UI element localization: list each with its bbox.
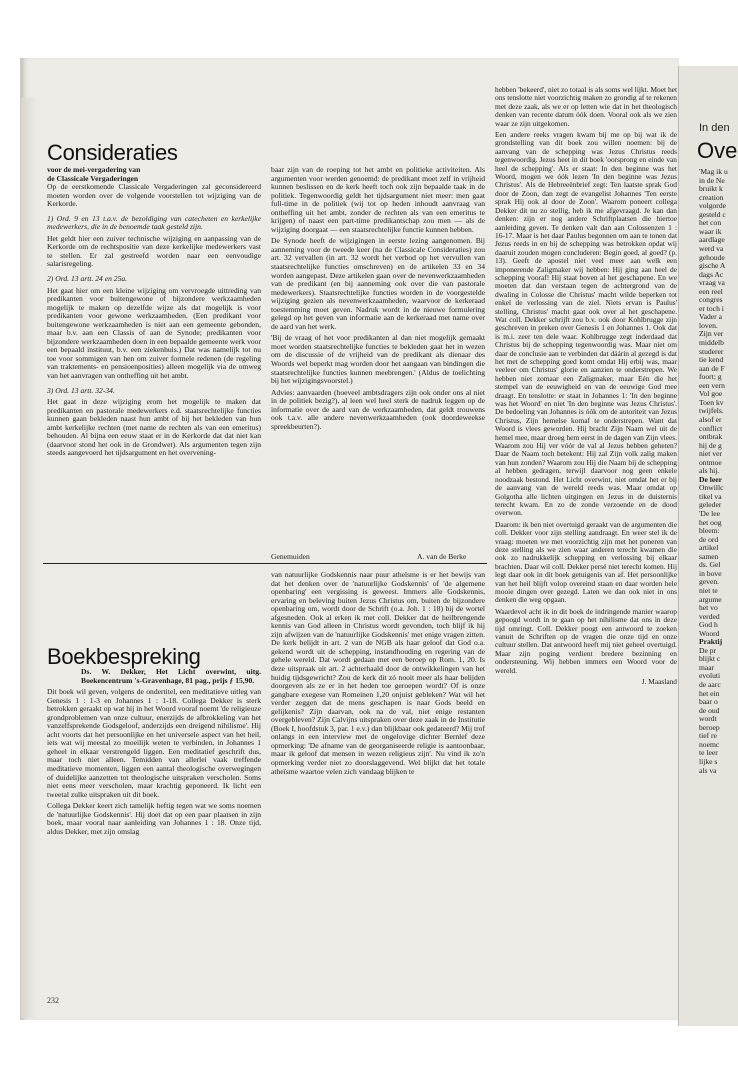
next-page-line-fragment: wordt bbox=[699, 714, 717, 724]
next-page-line-fragment: Onwillc bbox=[699, 483, 724, 493]
next-page-line-fragment: geleder bbox=[699, 500, 722, 510]
page-number: 232 bbox=[47, 996, 59, 1005]
next-page-line-fragment: noemc bbox=[699, 739, 720, 749]
col2-paragraph-2: De Synode heeft de wijzigingen in eerste lezing aangenomen. Bij aanneming voor de tweede keer (na de Classicale Consideraties) zou art. 32 vervallen (in art. 32 wordt het verbod op het vervullen van staatsrechtelijke functies omschreven) en de artikelen 33 en 34 worden aangepast. Deze artikelen gaan over de nevenwerkzaamheden van de predikant (en bij aanneming ook over die van pastorale medewerkers). Staatsrechtelijke functies worden in de voorgestelde wijziging gezien als nevenwerkzaamheden, waarvoor de kerkeraad toestemming moet geven. Nadruk wordt in de nieuwe formulering gelegd op het geven van informatie aan de kerkeraad met name over de aard van het werk. bbox=[271, 236, 485, 331]
next-page-line-fragment: in de Ne bbox=[699, 175, 725, 185]
next-page-line-fragment: de ord bbox=[699, 534, 719, 544]
next-page-line-fragment: baar o bbox=[699, 697, 718, 707]
next-page-line-fragment: De pr bbox=[699, 645, 717, 655]
next-page-running-head: In den bbox=[699, 122, 730, 134]
book-details: Ds. W. Dekker, Het Licht overwint, uitg. Boekencentrum 's-Gravenhage, 81 pag., prijs ƒ 15,90. bbox=[81, 667, 261, 685]
next-page-line-fragment: niet te bbox=[699, 585, 718, 595]
next-page-line-fragment: gehoude bbox=[699, 252, 725, 262]
next-page-line-fragment: vraag va bbox=[699, 278, 725, 288]
next-page-line-fragment: loven. bbox=[699, 320, 718, 330]
next-page-line-fragment: samen bbox=[699, 551, 719, 561]
next-page-line-fragment: twijfels. bbox=[699, 406, 724, 416]
next-page-line-fragment: verded bbox=[699, 611, 720, 621]
col2-paragraph-3: 'Bij de vraag of het voor predikanten al dan niet mogelijk gemaakt moet worden staatsrechtelijke functies te bekleden gaat het in wezen om de discussie of de vrijheid van de predikant als dienaar des Woords wel beperkt mag worden door het aangaan van bindingen die staatsrechtelijke functies kunnen meebrengen.' (Aldus de toelichting bij het wijzigingsvoorstel.) bbox=[271, 333, 485, 386]
section-divider bbox=[43, 563, 487, 564]
next-page-line-fragment: volgorde bbox=[699, 201, 726, 211]
next-page-line-fragment: blijkt c bbox=[699, 654, 721, 664]
review-signature: J. Maasland bbox=[641, 677, 677, 687]
next-page-line-fragment: lijke s bbox=[699, 756, 718, 766]
next-page-line-fragment: Praktij bbox=[699, 637, 723, 647]
next-page-line-fragment: middelb bbox=[699, 338, 724, 347]
next-page-line-fragment: maar bbox=[699, 662, 715, 672]
considerations-subtitle-2: de Classicale Vergaderingen bbox=[47, 173, 139, 183]
item-3-text: Het gaat in deze wijziging erom het mogelijk te maken dat predikanten en pastorale medewerkers e.d. staatsrechtelijke functies kunnen gaan bekleden naast hun ambt of bij het bekleden van hun ambt kerkelijke rechten (met name de rechten als van een emeritus) behouden. Al bijna een eeuw staat er in de Kerkorde dat dat niet kan (daarvoor stond het ook in de Grondwet). Als argumenten tegen zijn steeds aangevoerd het tijdsargument en het overvening- bbox=[47, 397, 261, 458]
next-page-line-fragment: ontmoe bbox=[699, 457, 722, 467]
magazine-page bbox=[20, 58, 679, 1020]
item-1-heading: 1) Ord. 9 en 13 t.a.v. de bezoldiging van catecheten en kerkelijke medewerkers, die in de benoemde taak gesteld zijn. bbox=[47, 213, 261, 232]
next-page-line-fragment: aardlage bbox=[699, 235, 725, 245]
next-page-line-fragment: als va bbox=[699, 765, 717, 775]
next-page-line-fragment: argume bbox=[699, 594, 722, 604]
next-page-line-fragment: conflict bbox=[699, 423, 723, 433]
next-page-line-fragment: Woord bbox=[699, 628, 720, 638]
next-page-line-fragment: niet ver bbox=[699, 449, 722, 459]
next-page-line-fragment: tikel va bbox=[699, 491, 722, 501]
col3-paragraph-1: hebben 'bekeerd', niet zo totaal is als soms wel lijkt. Moet het ons tenslotte niet voorzichtig maken zo grondig af te rekenen met deze zaak, als we er op letten wie dat in het theologisch denken van recente datum óók doen. Vooral ook als we zien waar ze zijn uitgekomen. bbox=[495, 85, 677, 128]
page-gutter-shadow bbox=[21, 98, 37, 1018]
next-page-line-fragment: tie kend bbox=[699, 355, 724, 365]
next-page-line-fragment: gische A bbox=[699, 261, 726, 271]
considerations-intro: Op de eerstkomende Classicale Vergaderingen zal geconsidereerd moeten worden over de volgende voorstellen tot wijziging van de Kerkorde. bbox=[47, 182, 261, 209]
next-page-line-fragment: bruikt k bbox=[699, 184, 723, 194]
next-page-line-fragment: evoluti bbox=[699, 671, 721, 681]
next-page-line-fragment: alsof er bbox=[699, 414, 722, 424]
review-paragraph-2: Collega Dekker keert zich tamelijk heftig tegen wat we soms noemen de 'natuurlijke Godskennis'. Hij doet dat op een paar plaatsen in zijn boek, maar vooral naar aanleiding van Johannes 1 : 18. Onze tijd, aldus Dekker, met zijn omslag bbox=[47, 801, 261, 836]
item-2-text: Het gaat hier om een kleine wijziging om vervroegde uittreding van predikanten voor buitengewone of bijzondere werkzaamheden mogelijk te maken op dezelfde wijze als dat mogelijk is voor predikanten voor gewone werkzaamheden. (Een predikant voor buitengewone werkzaamheden is niet aan een gemeente gebonden, maar b.v. aan een Classis of aan de Synode; predikanten voor bijzondere werkzaamheden doen in een bepaalde gemeente werk voor een bepaald instituut, b.v. een ziekenhuis.) Dat was namelijk tot nu toe voor sommigen van hen om zuiver formele redenen (de regeling van traktements- en pensioenposities) alleen mogelijk via de omweg van het aanvragen van ontheffing uit het ambt. bbox=[47, 285, 261, 381]
next-page-line-fragment: 'Mag ik u bbox=[699, 167, 728, 176]
next-page-line-fragment: Zijn ver bbox=[699, 329, 724, 339]
considerations-column-1 bbox=[47, 166, 261, 461]
next-page-line-fragment: hij de g bbox=[699, 440, 722, 450]
review-title: Boekbespreking bbox=[47, 644, 201, 669]
next-page-line-fragment: Vader a bbox=[699, 312, 722, 322]
next-page-line-fragment: het vo bbox=[699, 603, 718, 613]
next-page-line-fragment: Toen kv bbox=[699, 397, 724, 407]
col3-paragraph-2: Een andere reeks vragen kwam bij me op bij wat ik de grondstelling van dit boek zou willen noemen: bij de aanvang van de schepping was Jezus Christus reeds tegenwoordig. Jezus heet in dit boek 'oorsprong en einde van heel de schepping'. Als er staat: In den beginne was het Woord, mogen we óók lezen 'In den beginne was Jezus Christus'. Als de Hebreeënbrief zegt: Ten laatste sprak God door de Zoon, dan zegt de evangelist Johannes 'Ten eerste sprak Hij ook al door de Zoon'. Waarom poneert collega Dekker dit nu zo stellig, heb ik me afgevraagd. Je kan dan denken: zijn er nog andere Schriftplaatsen die hiertoe aanleiding geven. Te denken valt dan aan Colossenzen 1 : 16-17. Maar is het daar Paulus begonnen om aan te tonen dat Jezus reeds in en bij de schepping was betrokken opdat wij daaruit zouden mogen concluderen: Begin goed, al goed? (p. 13). Geeft de apostel niet veel meer aan welk een imponerende Zaligmaker wij hebben: Hij ging aan heel de schepping vooraf! Hij staat boven al het geschapene. En we moeten dat dan verstaan tegen de achtergrond van de dwaling in Colosse die Christus' macht wilde beperken tot enkel de verlossing van de ziel. Niets ervan is Paulus' stelling, Christus' macht gaat ook over al het geschapene. Wat coll. Dekker schrijft zou b.v. ook door Kohlbrugge zijn geschreven in preken over Genesis 1 en Johannes 1. Ook dat is m.i. zeer ten dele waar. Kohlbrugge zegt inderdaad dat Christus bij de schepping tegenwoordig was. Maar niet om daar de conclusie aan te verbinden dat dáárin al gezegd is dat het met de schepping goed komt omdat Hij erbij was, maar veeleer om Christus' glorie en aanzien te onderstrepen. We hebben niet zomaar een Zaligmaker, maar Eén die het stempel van de eeuwigheid en van de eeuwige God mee draagt. En tenslotte: er staat in Johannes 1: 'In den beginne was het Woord' en niet 'In den beginne was Jezus Christus'. De bedoeling van Johannes is óók om de autoriteit van Jezus Christus, Zijn hemelse komaf te onderstrepen. Want dat Woord is vlees geworden. Hij bracht Zijn Naam wel uit de hemel mee, maar droeg hem eerst in de dagen van Zijn vlees. Waarom zou Hij ver vóór de val al Jezus hebben geheten? Daar de Naam toch betekent: Hij zal Zijn volk zalig maken van hun zonden? Waarom zou Hij die Naam bij de schepping al hebben gedragen, terwijl daarvoor nog geen enkele noodzaak bestond. Het Licht overwint, niet omdat het er bij de aanvang van de wereld reeds was. Maar omdat op Golgotha alle lichten uitgingen en Jezus in de duisternis terecht kwam. En zo de zonde verzoende en de dood overwon. bbox=[495, 130, 677, 518]
next-page-line-fragment: ontbrak bbox=[699, 432, 723, 442]
considerations-subtitle-1: voor de mei-vergadering van bbox=[47, 165, 141, 174]
col2-paragraph-1: baar zijn van de roeping tot het ambt en politieke activiteiten. Als argumenten voor werden genoemd: de predikant moet zelf in vrijheid kunnen beslissen en de kerk heeft toch ook zijn bepaalde taak in de politiek. Tegenwoordig geldt het tijdsargument niet meer: men gaat full-time in de politiek (wij tot op heden inhoudt aanvraag van ontheffing uit het ambt, zonder de rechten als van een emeritus te krijgen) of naast een part-time predikantschap zou men — als de wijziging doorgaat — een staatsrechtelijke functie kunnen hebben. bbox=[271, 165, 485, 234]
next-page-line-fragment: gesteld c bbox=[699, 209, 726, 219]
review-column-1 bbox=[47, 668, 261, 839]
next-page-line-fragment: het oog bbox=[699, 517, 722, 527]
review-column-3 bbox=[495, 86, 677, 686]
next-page-line-fragment: beroep bbox=[699, 722, 720, 732]
next-page-line-fragment: werd va bbox=[699, 243, 724, 253]
next-page-line-fragment: de aarc bbox=[699, 680, 721, 689]
next-page-title-fragment: Ove bbox=[697, 138, 738, 163]
next-page-line-fragment: bleem: bbox=[699, 526, 720, 536]
next-page-line-fragment: dags Ac bbox=[699, 269, 724, 279]
next-page-line-fragment: Vol goe bbox=[699, 389, 723, 399]
next-page-line-fragment: de oud bbox=[699, 705, 720, 715]
next-page-line-fragment: geven. bbox=[699, 577, 720, 587]
item-2-heading: 2) Ord. 13 artt. 24 en 25a. bbox=[47, 274, 128, 284]
sign-name: A. van de Berke bbox=[417, 552, 467, 561]
considerations-column-2 bbox=[271, 166, 485, 434]
next-page-line-fragment: aan de F bbox=[699, 363, 725, 373]
col3-paragraph-4: Waardevol acht ik in dit boek de indringende manier waarop gepoogd wordt in te gaan op het nihilisme dat ons in deze tijd omringt. Coll. Dekker poogt een antwoord te zoeken vanuit de Schriften op de vragen die onze tijd en onze cultuur stellen. Dat antwoord heeft mij niet geheel overtuigd. Maar zijn poging verdient bredere bezinning en ondersteuning. Wij hebben immers een Woord voor de wereld. bbox=[495, 606, 677, 675]
next-page-line-fragment: in bove bbox=[699, 568, 722, 578]
next-page-line-fragment: als hij. bbox=[699, 466, 720, 476]
review-paragraph-3: van natuurlijke Godskennis naar puur atheïsme is er het bewijs van dat het denken over de 'natuurlijke Godskennis' of 'de algemene openbaring' een vergissing is geweest. Immers alle Godskennis, ervaring en beleving buiten Jezus Christus om, buiten de bijzondere openbaring om, wordt door de Schrift (o.a. Joh. 1 : 18) bij de wortel afgesneden. Ook al erken ik met coll. Dekker dat de heilbrengende kennis van God alleen in Christus wordt gevonden, toch blijf ik hij zijn afwijzen van de 'natuurlijke Godskennis' met enige vragen zitten. De kerk belijdt in art. 2 van de NGB als haar geloof dat God o.a. gekend wordt uit de schepping, instandhouding en regering van de gehele wereld. Dat wordt gedaan met een beroep op Rom. 1, 20. Is deze uitspraak uit art. 2 achterhaald door de ontwikkelingen van het huidig tijdsgewricht? Zou de kerk dit zó nooit meer als haar belijden doorgeven als ze er in het heden toe geroepen wordt? Of is onze gangbare exegese van Romeinen 1,20 onjuist gebleken? Wat wil het verder zeggen dat de mens geschapen is naar Gods beeld en gelijkenis? Zijn daarvan, ook na de val, niet enige restanten overgebleven? Zijn Calvijns uitspraken over deze zaak in de Institutie (Boek I, hoofdstuk 3, par. 1 e.v.) dan blijkbaar ook gedateerd? Mij trof onlangs in een interview met de ongelovige dichter Bernlef deze opmerking: 'De afname van de georganiseerde religie is aantoonbaar, maar ik geloof dat mensen in wezen religieus zijn'. Nu vind ik zo'n opmerking verder niet zo doorslaggevend. Wel blijkt dat het totale atheïsme waartoe velen zich vandaag blijken te bbox=[271, 570, 485, 776]
next-page-line-fragment: er toch i bbox=[699, 303, 724, 313]
next-page-line-fragment: het con bbox=[699, 218, 722, 228]
item-1-text: Het geldt hier een zuiver technische wijziging en aanpassing van de Kerkorde om de rechtspositie van deze kerkelijke medewerkers vast te stellen. Er zal gestreefd worden naar een eenvoudige salarisregeling. bbox=[47, 233, 261, 269]
next-page-line-fragment: waar ik bbox=[699, 226, 722, 236]
next-page-line-fragment: God h bbox=[699, 620, 718, 630]
col3-paragraph-3: Daarom: ik ben niet overtuigd geraakt van de argumenten die coll. Dekker voor zijn stelling aandraagt. En weer stel ik de vraag: moeten we met voorzichtig zijn met het poneren van deze stelling als we zien waar anderen terecht kwamen die ook zo nadrukkelijk schepping en verlossing bij elkaar brachten. Daar wil coll. Dekker persé niet terecht komen. Hij legt daar ook in dit boek getuigenis van af. Het persoonlijke van het heil blijft volop overeind staan en daar worden hele mooie dingen over gezegd. Laten we dan ook niet in ons denken die weg opgaan. bbox=[495, 519, 677, 605]
next-page-line-fragment: 'De lee bbox=[699, 509, 720, 518]
sign-place: Genemuiden bbox=[271, 552, 310, 561]
review-paragraph-1: Dit boek wil geven, volgens de ondertitel, een meditatieve uitleg van Genesis 1 : 1-3 en Johannes 1 : 1-18. Collega Dekker is sterk betrokken geraakt op wat hij in het Woord vooraf noemt 'de religieuze grondproblemen van onze cultuur, enerzijds de afbrokkeling van het vanzelfsprekende Godsgeloof, anderzijds een dreigend nihilisme'. Hij acht voorts dat het persoonlijke en het universele aspect van het heil, iets wat wij meestal zo moeilijk weten te verbinden, in Johannes 1 geheel in elkaar verstrengeld liggen. Een meditatief geschrift dus, maar toch niet alleen. Temidden van allerlei vaak treffende meditatieve momenten, liggen een aantal theologische overwegingen of duidelijke aanzetten tot theologische uitspraken verscholen. Soms niet eens meer verscholen, maar krachtig geponeerd. Ik licht een tweetal zulke uitspraken uit dit boek. bbox=[47, 687, 261, 799]
next-page-line-fragment: een vern bbox=[699, 380, 725, 390]
next-page-line-fragment: creation bbox=[699, 192, 724, 202]
next-page-line-fragment: ds. Gel bbox=[699, 560, 721, 570]
next-page-edge bbox=[678, 66, 738, 1026]
considerations-title: Consideraties bbox=[47, 140, 178, 165]
next-page-line-fragment: studerer bbox=[699, 346, 724, 356]
next-page-line-fragment: te leer bbox=[699, 748, 718, 758]
next-page-line-fragment: De leer bbox=[699, 474, 722, 484]
review-column-2 bbox=[271, 571, 485, 779]
next-page-line-fragment: foort; g bbox=[699, 372, 722, 382]
col2-paragraph-4: Advies: aanvaarden (hoeveel ambtsdragers zijn ook onder ons al niet in de politiek bezig?), al leen wel heel sterk de nadruk leggen op de informatie over de aard van de werkzaamheden, dat geldt trouwens ook t.a.v. alle andere nevenwerkzaamheden (ook doordeweekse spreekbeurten?). bbox=[271, 387, 485, 431]
next-page-line-fragment: het ein bbox=[699, 688, 720, 698]
next-page-line-fragment: tief re bbox=[699, 731, 717, 741]
next-page-line-fragment: artikel bbox=[699, 543, 719, 553]
next-page-line-fragment: een reel bbox=[699, 286, 723, 296]
next-page-line-fragment: congres bbox=[699, 295, 723, 305]
item-3-heading: 3) Ord. 13 artt. 32-34. bbox=[47, 385, 115, 395]
